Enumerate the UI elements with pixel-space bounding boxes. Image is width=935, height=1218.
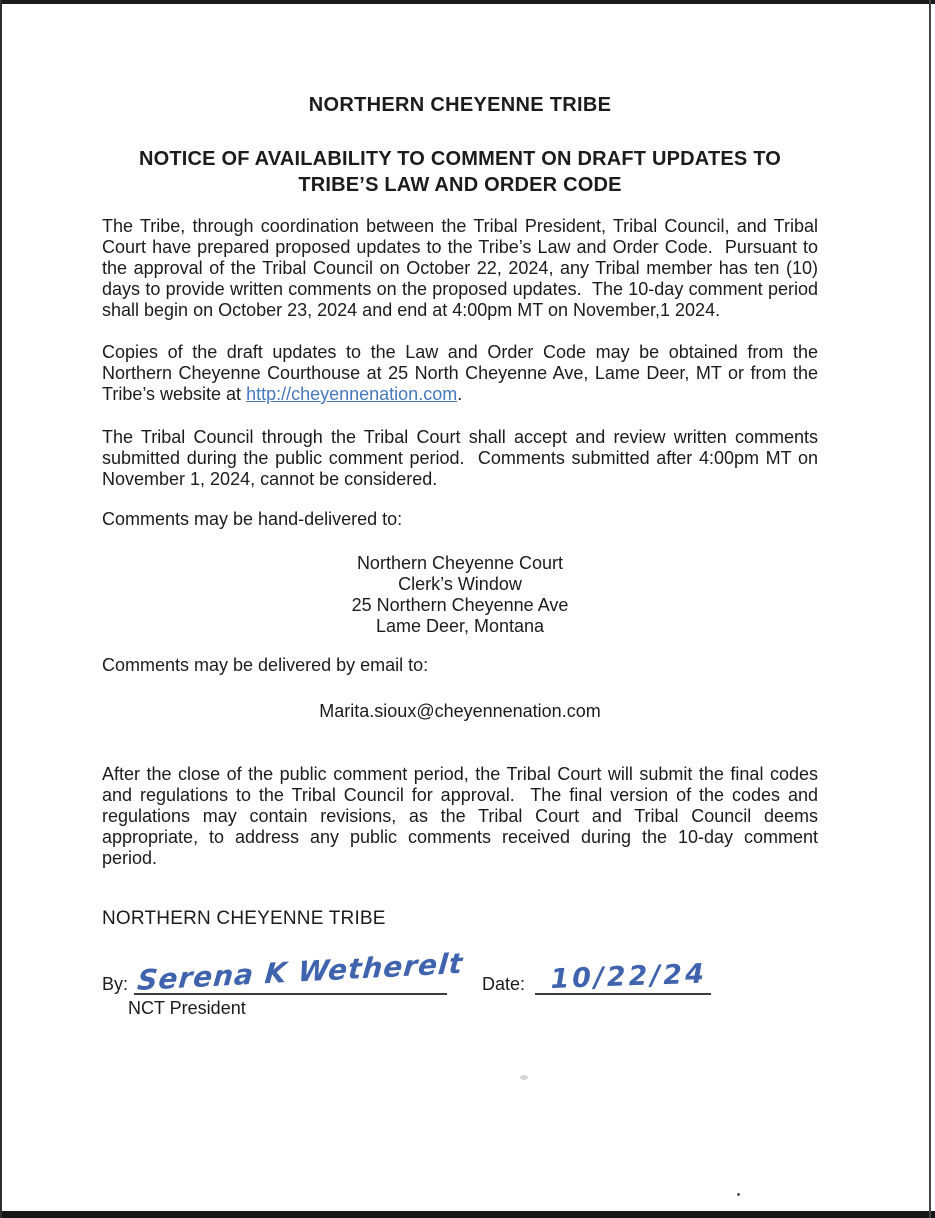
copies-paragraph-period: . [457, 384, 463, 404]
date-label: Date: [482, 974, 526, 994]
date-line [535, 953, 711, 995]
comment-email-address: Marita.sioux@cheyennenation.com [319, 701, 601, 721]
president-signature: Serena K Wetherelt [136, 946, 465, 997]
review-paragraph: The Tribal Council through the Tribal Court shall accept and review written comments submitted during the public comment period. Comments submitted after 4:00pm MT on November 1, 2024, cannot be considered. [102, 427, 824, 489]
hand-delivery-label: Comments may be hand-delivered to: [102, 509, 403, 529]
address-line-court: Northern Cheyenne Court [356, 553, 564, 573]
notice-heading [102, 146, 818, 198]
signed-date: 10/22/24 [549, 958, 708, 995]
email-delivery-label: Comments may be delivered by email to: [102, 655, 429, 675]
notice-heading-line2: TRIBE’S LAW AND ORDER CODE [298, 174, 622, 196]
org-title: NORTHERN CHEYENNE TRIBE [308, 94, 612, 116]
scan-edge-left [0, 0, 2, 1218]
document-page [102, 0, 824, 1019]
signature-row [102, 946, 818, 997]
intro-paragraph: The Tribe, through coordination between the Tribal President, Tribal Council, and Tribal Court have prepared proposed updates to the Tribe’s Law and Order Code. Pursuant to the approval of the Tribal Council on October 22, 2024, any Tribal member has ten (10) days to provide written comments on the proposed updates. The 10-day comment period shall begin on October 23, 2024 and end at 4:00pm MT on November,1 2024. [102, 216, 824, 320]
signer-title: NCT President [128, 998, 246, 1018]
copies-paragraph [102, 342, 824, 405]
scan-speck [737, 1193, 740, 1196]
closing-paragraph: After the close of the public comment period, the Tribal Court will submit the final codes and regulations to the Tribal Council for approval. The final version of the codes and regulations may contain revisions, as the Tribal Court and Tribal Council deems appropriate, to address any public comments received during the 10-day comment period. [102, 764, 824, 868]
by-label: By: [102, 974, 129, 994]
tribe-website-link[interactable]: http://cheyennenation.com [246, 384, 458, 404]
signature-org-name: NORTHERN CHEYENNE TRIBE [102, 908, 386, 929]
address-line-street: 25 Northern Cheyenne Ave [351, 595, 569, 615]
signature-line [134, 946, 465, 997]
scan-speck [520, 1075, 528, 1080]
scan-edge-bottom [0, 1211, 935, 1218]
hand-delivery-address [102, 553, 818, 637]
scan-edge-right [929, 0, 931, 1218]
address-line-city: Lame Deer, Montana [375, 616, 545, 636]
notice-heading-line1: NOTICE OF AVAILABILITY TO COMMENT ON DRAFT UPDATES TO [138, 148, 782, 170]
copies-paragraph-text: Copies of the draft updates to the Law and Order Code may be obtained from the Northern Cheyenne Courthouse at 25 North Cheyenne Ave, Lame Deer, MT or from the Tribe’s website at [102, 342, 824, 404]
address-line-window: Clerk’s Window [398, 574, 522, 594]
